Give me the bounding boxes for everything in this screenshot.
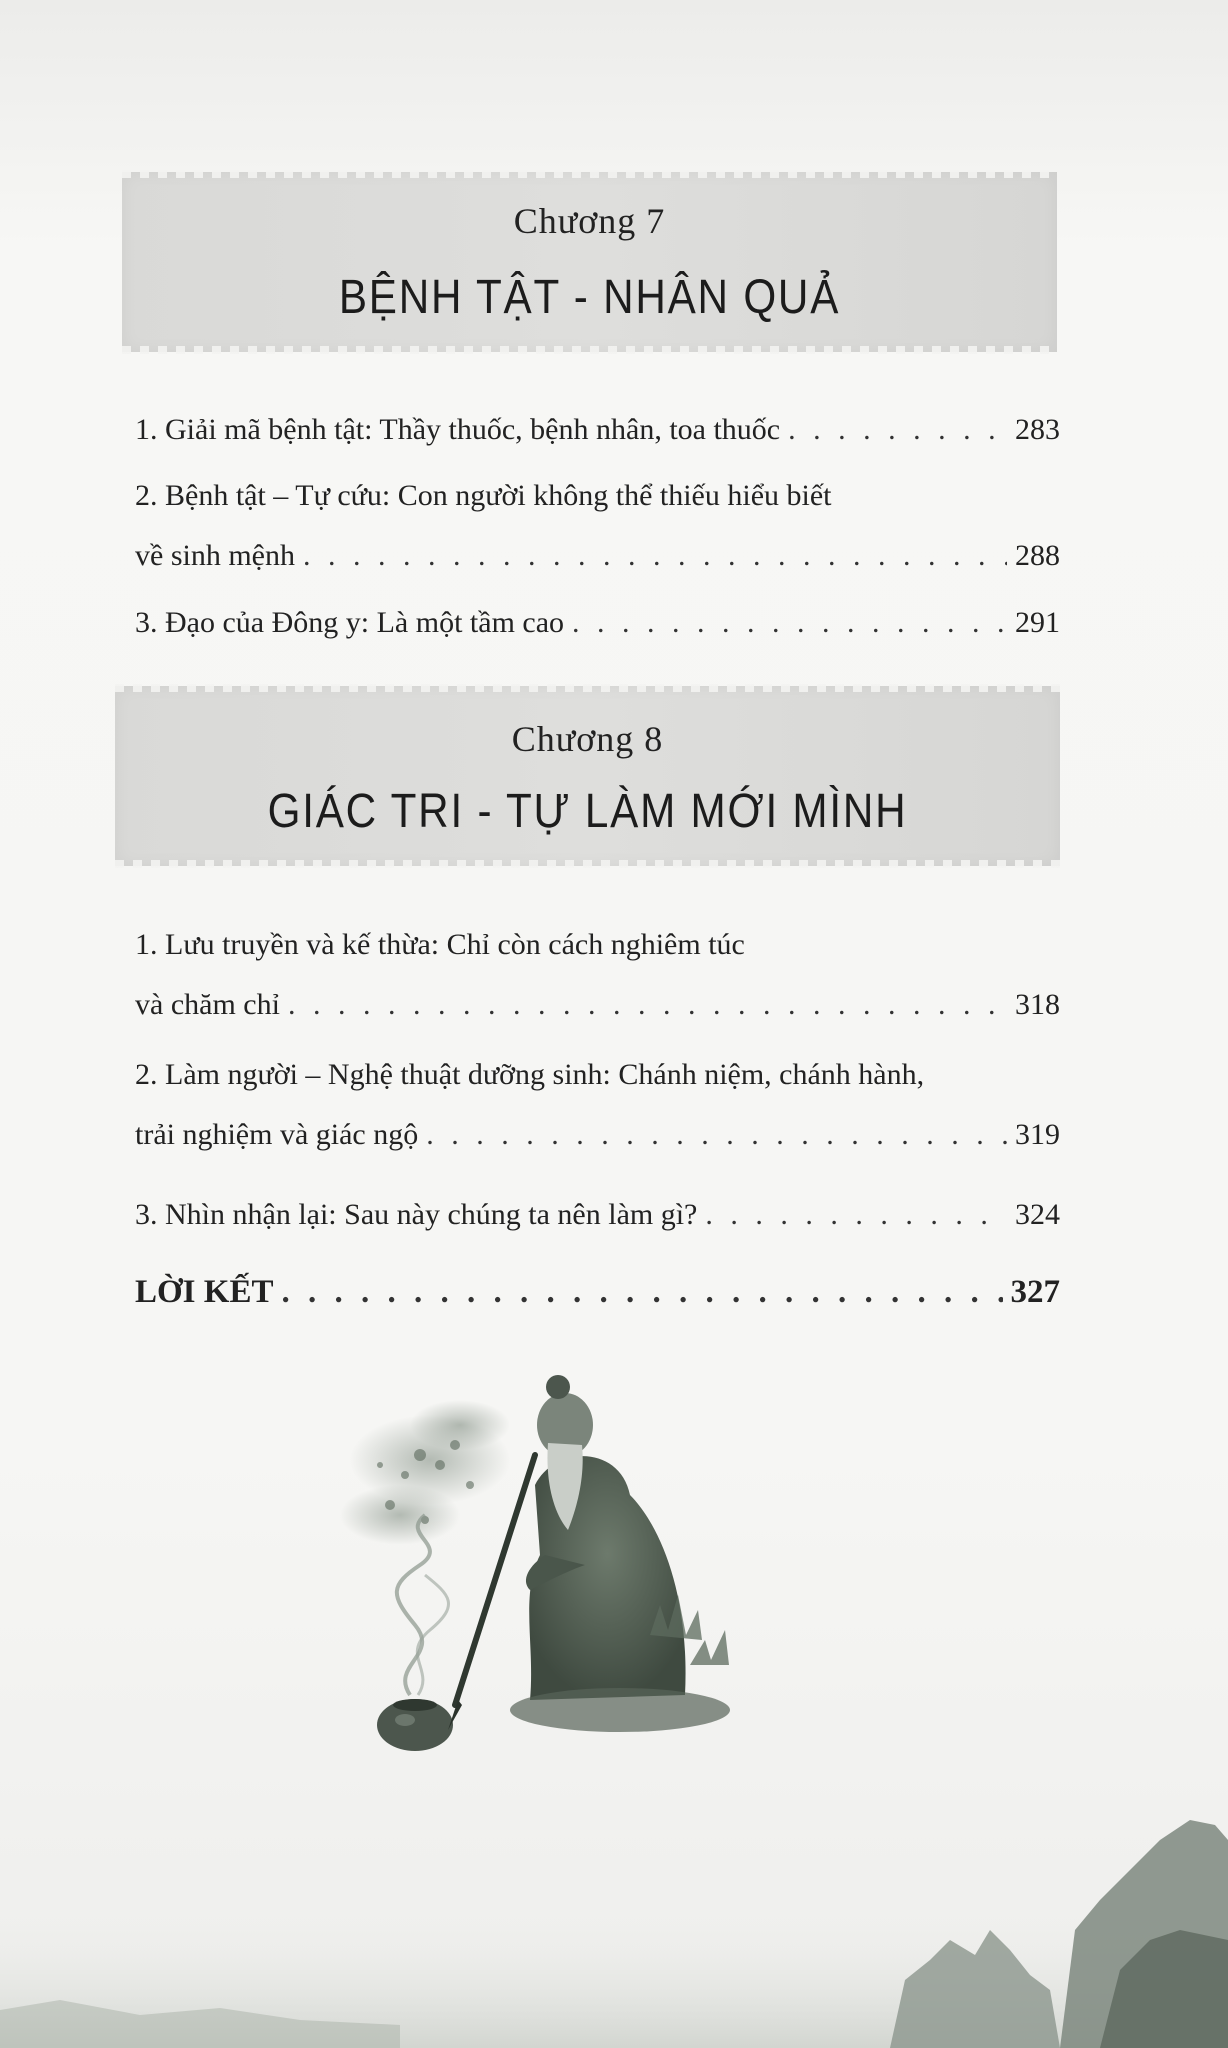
toc-entry-7-3[interactable] [135,593,1060,653]
toc-entry-8-1[interactable] [135,915,1060,1035]
toc-page-number: 327 [1010,1274,1060,1310]
toc-entry-text: 1. Giải mã bệnh tật: Thầy thuốc, bệnh nhân, toa thuốc [135,413,781,446]
toc-entry-epilogue[interactable] [135,1262,1060,1322]
toc-leader-dots [303,526,1007,586]
chapter-7-label: Chương 7 [513,201,666,241]
chapter-7-banner [122,172,1057,352]
toc-page-number: 324 [1015,1198,1060,1231]
toc-page-number: 283 [1015,413,1060,446]
toc-leader-dots [705,1185,1007,1245]
toc-entry-text: LỜI KẾT [135,1274,274,1310]
toc-entry-first-line: 2. Làm người – Nghệ thuật dưỡng sinh: Chánh niệm, chánh hành, [135,1058,925,1091]
toc-entry-7-2[interactable] [135,466,1060,586]
sage-illustration [330,1365,870,1765]
toc-leader-dots [281,1262,1002,1322]
toc-entry-first-line: 2. Bệnh tật – Tự cứu: Con người không thể thiếu hiểu biết [135,479,832,512]
toc-page-number: 291 [1015,606,1060,639]
toc-page-number: 288 [1015,539,1060,572]
toc-entry-text: trải nghiệm và giác ngộ [135,1118,419,1151]
toc-page-number: 319 [1015,1118,1060,1151]
toc-entry-7-1[interactable] [135,400,1060,460]
chapter-8-label: Chương 8 [511,719,664,759]
toc-entry-first-line: 1. Lưu truyền và kế thừa: Chỉ còn cách nghiêm túc [135,928,745,961]
toc-entry-8-3[interactable] [135,1185,1060,1245]
chapter-8-banner [115,686,1060,866]
toc-entry-text: 3. Nhìn nhận lại: Sau này chúng ta nên làm gì? [135,1198,698,1231]
toc-page-number: 318 [1015,988,1060,1021]
landscape-illustration [0,1780,1228,2048]
toc-leader-dots [572,593,1007,653]
toc-entry-text: và chăm chỉ [135,988,280,1021]
chapter-7-title: BỆNH TẬT - NHÂN QUẢ [338,271,841,324]
toc-entry-text: 3. Đạo của Đông y: Là một tầm cao [135,606,565,639]
toc-entry-8-2[interactable] [135,1045,1060,1165]
toc-entry-text: về sinh mệnh [135,539,295,572]
toc-leader-dots [788,400,1007,460]
toc-leader-dots [426,1105,1007,1165]
chapter-8-title: GIÁC TRI - TỰ LÀM MỚI MÌNH [267,785,908,838]
toc-leader-dots [288,975,1007,1035]
